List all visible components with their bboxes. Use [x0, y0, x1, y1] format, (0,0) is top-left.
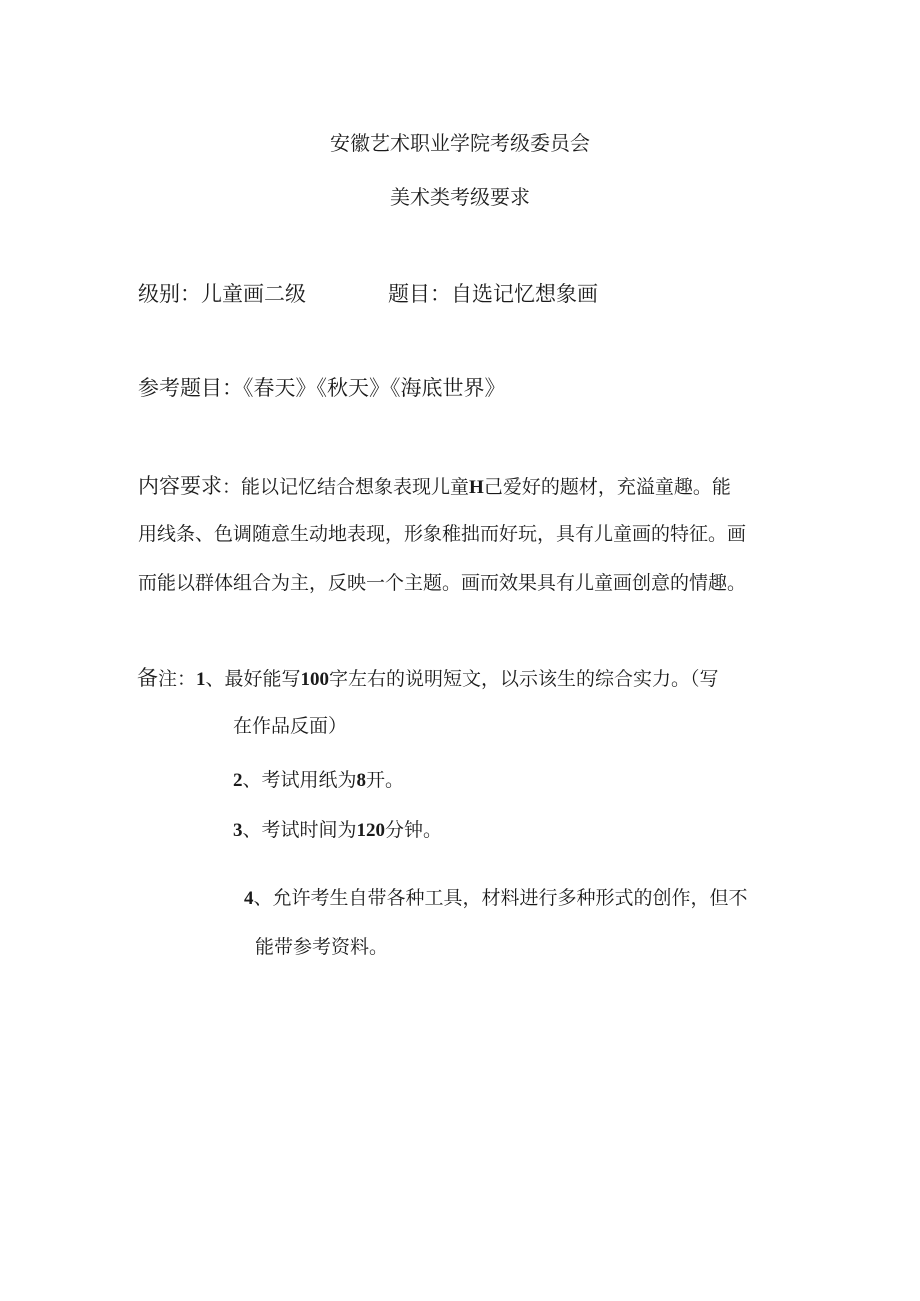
- content-text-1c: 己爱好的题材，充溢童趣。能: [483, 476, 731, 498]
- content-line-1: [138, 476, 731, 497]
- institution-title: 安徽艺术职业学院考级委员会: [330, 131, 590, 155]
- note-2-number: 2: [233, 770, 243, 791]
- note-1-text-a: 、最好能写: [205, 668, 301, 690]
- note-item-4-continued: 能带参考资料。: [255, 936, 389, 958]
- content-label: 内容要求: [138, 474, 222, 498]
- reference-row: [138, 378, 506, 399]
- note-1-number: 1: [196, 669, 206, 690]
- note-4-number: 4: [244, 888, 254, 909]
- note-3-text-b: 分钟。: [385, 819, 443, 841]
- note-2-text-b: 开。: [366, 769, 405, 791]
- note-3-number-2: 120: [356, 820, 386, 841]
- content-colon: ：: [222, 476, 242, 498]
- level-row: [138, 284, 306, 305]
- content-line-3: 而能以群体组合为主，反映一个主题。画而效果具有儿童画创意的情趣。: [138, 572, 747, 594]
- level-value: 儿童画二级: [201, 282, 306, 306]
- content-text-1a: 能以记忆结合想象表现儿童: [241, 476, 470, 498]
- note-3-number: 3: [233, 820, 243, 841]
- notes-label-a: 备: [137, 666, 158, 690]
- level-label: 级别：: [138, 282, 201, 306]
- notes-label-b: 注：: [158, 668, 197, 690]
- reference-label: 参考题目：: [138, 376, 243, 400]
- note-item-3: [233, 821, 442, 840]
- topic-row: [388, 284, 598, 305]
- note-2-number-2: 8: [356, 770, 367, 791]
- note-3-text-a: 、考试时间为: [242, 819, 357, 841]
- reference-value: 《春天》《秋天》《海底世界》: [243, 376, 506, 400]
- note-4-text-a: 、允许考生自带各种工具，材料进行多种形式的创作，但不: [253, 887, 748, 909]
- note-item-2: [233, 771, 404, 790]
- topic-value: 自选记忆想象画: [451, 282, 598, 306]
- content-line-2: 用线条、色调随意生动地表现，形象稚拙而好玩，具有儿童画的特征。画: [138, 523, 747, 545]
- note-item-1-continued: 在作品反面）: [233, 715, 348, 737]
- note-2-text-a: 、考试用纸为: [242, 769, 357, 791]
- note-1-text-b: 字左右的说明短文，以示该生的综合实力。（写: [329, 668, 719, 690]
- topic-label: 题目：: [388, 282, 451, 306]
- content-text-1b: H: [469, 477, 484, 498]
- note-item-4: [244, 889, 748, 908]
- note-1-number-2: 100: [300, 669, 330, 690]
- note-item-1: [137, 668, 719, 689]
- document-subtitle: 美术类考级要求: [390, 185, 530, 209]
